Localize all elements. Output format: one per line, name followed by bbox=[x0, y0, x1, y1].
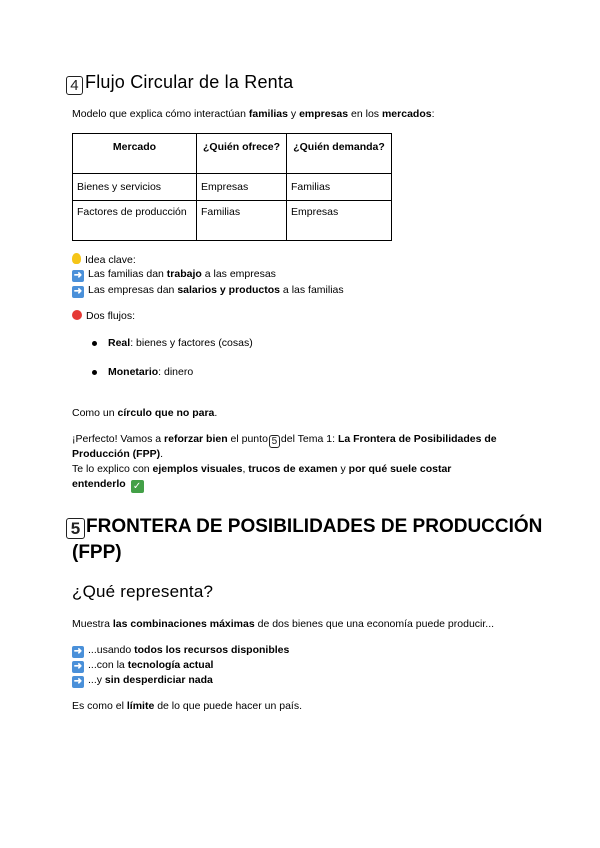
table-header-row bbox=[73, 134, 392, 174]
bullet-dot bbox=[92, 341, 97, 346]
list-item: ➜ ...y sin desperdiciar nada bbox=[73, 674, 213, 687]
market-table bbox=[72, 133, 392, 241]
transition-line-2: Producción (FPP). bbox=[72, 448, 164, 460]
table-cell: Familias bbox=[197, 201, 287, 241]
section-5-heading-line-2: (FPP) bbox=[72, 542, 122, 563]
table-cell: Empresas bbox=[287, 201, 392, 241]
idea-label: Idea clave: bbox=[72, 253, 136, 268]
section-5-intro: Muestra las combinaciones máximas de dos bienes que una economía puede producir... bbox=[72, 618, 495, 630]
list-item: Real: bienes y factores (cosas) bbox=[108, 337, 253, 349]
bullet-dot bbox=[92, 370, 97, 375]
list-item: Monetario: dinero bbox=[108, 366, 194, 378]
right-arrow-icon: ➜ bbox=[73, 646, 83, 657]
idea-line-1: ➜ Las familias dan trabajo a las empresas bbox=[73, 268, 276, 281]
table-row bbox=[73, 174, 392, 201]
light-bulb-icon bbox=[72, 253, 81, 264]
check-mark-icon: ✓ bbox=[131, 480, 144, 493]
table-cell: Factores de producción bbox=[73, 201, 197, 241]
list-item: ➜ ...con la tecnología actual bbox=[73, 659, 214, 672]
table-cell: Familias bbox=[287, 174, 392, 201]
table-cell: Bienes y servicios bbox=[73, 174, 197, 201]
idea-line-2: ➜ Las empresas dan salarios y productos a las familias bbox=[73, 284, 344, 297]
table-header: ¿Quién demanda? bbox=[287, 134, 392, 174]
table-header: ¿Quién ofrece? bbox=[197, 134, 287, 174]
right-arrow-icon: ➜ bbox=[73, 270, 83, 281]
section-4-closing: Como un círculo que no para. bbox=[72, 407, 218, 419]
transition-line-1: ¡Perfecto! Vamos a reforzar bien el punto 5 del Tema 1: La Frontera de Posibilidades de bbox=[72, 433, 497, 447]
keycap-number-icon: 5 bbox=[66, 518, 85, 539]
right-arrow-icon: ➜ bbox=[73, 676, 83, 687]
section-5-heading: 5 FRONTERA DE POSIBILIDADES DE PRODUCCIÓN bbox=[66, 514, 542, 540]
section-4-intro: Modelo que explica cómo interactúan familias y empresas en los mercados: bbox=[72, 108, 435, 120]
keycap-number-icon: 4 bbox=[66, 76, 83, 95]
table-row bbox=[73, 201, 392, 241]
flows-label: Dos flujos: bbox=[72, 309, 135, 324]
right-arrow-icon: ➜ bbox=[73, 661, 83, 672]
right-arrow-icon: ➜ bbox=[73, 286, 83, 297]
list-item: ➜ ...usando todos los recursos disponibles bbox=[73, 644, 290, 657]
section-5-closing: Es como el límite de lo que puede hacer un país. bbox=[72, 700, 302, 712]
transition-line-4: entenderlo ✓ bbox=[72, 477, 144, 493]
section-4-title: Flujo Circular de la Renta bbox=[85, 72, 294, 92]
pushpin-icon bbox=[72, 310, 82, 320]
keycap-number-icon: 5 bbox=[269, 435, 280, 448]
table-cell: Empresas bbox=[197, 174, 287, 201]
section-4-heading bbox=[66, 72, 293, 95]
transition-line-3: Te lo explico con ejemplos visuales, trucos de examen y por qué suele costar bbox=[72, 463, 452, 475]
section-5-subtitle: ¿Qué representa? bbox=[72, 582, 214, 601]
table-header: Mercado bbox=[73, 134, 197, 174]
